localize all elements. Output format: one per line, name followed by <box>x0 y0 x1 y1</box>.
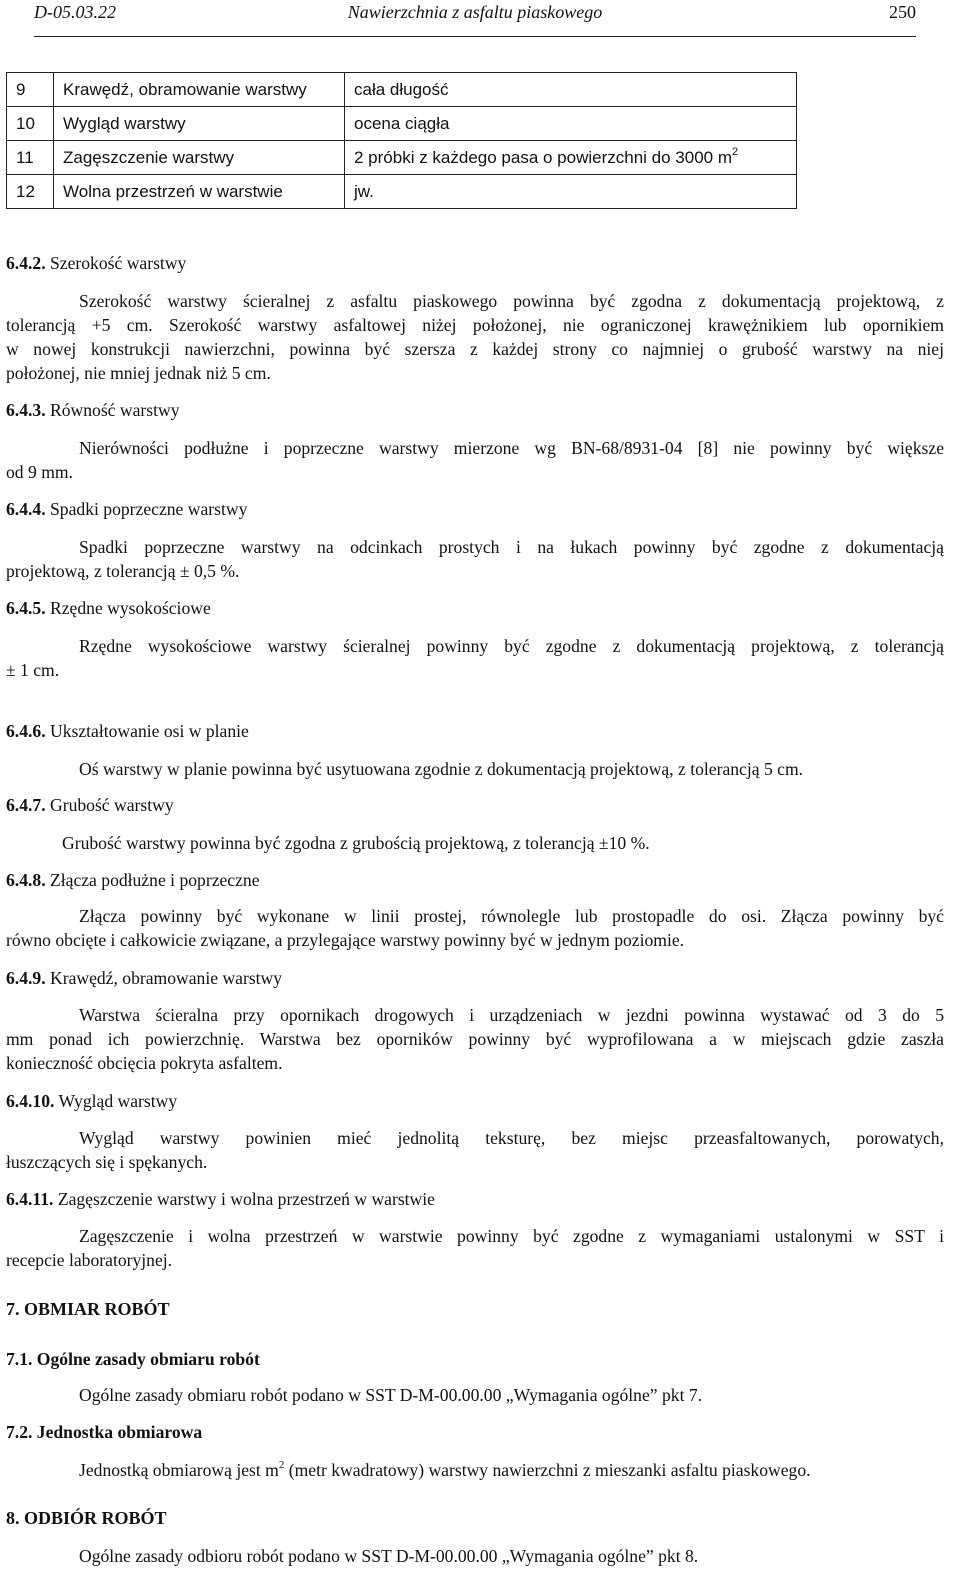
section-heading <box>6 870 260 890</box>
section-title: Rzędne wysokościowe <box>50 598 211 618</box>
paragraph-line: Grubość warstwy powinna być zgodna z grubością projektową, z tolerancją ±10 %. <box>62 833 650 853</box>
section-number: 6.4.2. <box>6 253 46 273</box>
chapter-heading: 8. ODBIÓR ROBÓT <box>6 1508 167 1528</box>
section-heading <box>6 968 282 988</box>
paragraph-line: Nierówności podłużne i poprzeczne warstwy mierzone wg BN-68/8931-04 [8] nie powinny być większe <box>79 438 944 458</box>
paragraph-text: Jednostką obmiarową jest m <box>79 1460 279 1480</box>
paragraph-line: mm ponad ich powierzchnię. Warstwa bez oporników powinny być wyprofilowana a w miejscach gdzie zaszła <box>6 1029 944 1049</box>
paragraph-line: ± 1 cm. <box>6 660 60 680</box>
row-value <box>345 175 797 209</box>
paragraph-line: Ogólne zasady odbioru robót podano w SST D-M-00.00.00 „Wymagania ogólne” pkt 8. <box>79 1546 699 1566</box>
section-title: Krawędź, obramowanie warstwy <box>50 968 283 988</box>
document-code: D-05.03.22 <box>34 2 116 22</box>
paragraph-line: w nowej konstrukcji nawierzchni, powinna być szersza z każdej strony co najmniej o grubość warstwy na niej <box>6 339 944 359</box>
section-heading <box>6 598 211 618</box>
section-title: Wygląd warstwy <box>58 1091 178 1111</box>
row-value <box>345 107 797 141</box>
section-heading <box>6 499 247 519</box>
table-row <box>7 141 797 175</box>
paragraph-line: Rzędne wysokościowe warstwy ścieralnej powinny być zgodne z dokumentacją projektową, z tolerancją <box>79 636 944 656</box>
paragraph-line: Zagęszczenie i wolna przestrzeń w warstwie powinny być zgodne z wymaganiami ustalonymi w SST i <box>79 1226 944 1246</box>
section-heading <box>6 1189 435 1209</box>
paragraph-line: Oś warstwy w planie powinna być usytuowana zgodnie z dokumentacją projektową, z tolerancją 5 cm. <box>79 759 804 779</box>
section-title: Spadki poprzeczne warstwy <box>50 499 248 519</box>
row-value <box>345 141 797 175</box>
section-heading: 7.1. Ogólne zasady obmiaru robót <box>6 1349 260 1369</box>
table-row <box>7 73 797 107</box>
row-name: Wolna przestrzeń w warstwie <box>54 175 345 209</box>
row-number: 12 <box>7 175 54 209</box>
section-number: 6.4.5. <box>6 598 46 618</box>
paragraph-line: Ogólne zasady obmiaru robót podano w SST D-M-00.00.00 „Wymagania ogólne” pkt 7. <box>79 1385 703 1405</box>
section-title: Szerokość warstwy <box>50 253 187 273</box>
paragraph-line: Złącza powinny być wykonane w linii prostej, równolegle lub prostopadle do osi. Złącza powinny być <box>79 906 944 926</box>
row-value-text: ocena ciągła <box>354 113 450 133</box>
row-name: Krawędź, obramowanie warstwy <box>54 73 345 107</box>
section-number: 6.4.8. <box>6 870 46 890</box>
section-heading <box>6 1091 177 1111</box>
section-number: 6.4.11. <box>6 1189 54 1209</box>
page-number: 250 <box>889 2 916 22</box>
row-number: 9 <box>7 73 54 107</box>
paragraph-line: projektową, z tolerancją ± 0,5 %. <box>6 561 240 581</box>
row-value-text: jw. <box>354 181 374 201</box>
paragraph-line <box>79 1460 811 1480</box>
paragraph-line: położonej, nie mniej jednak niż 5 cm. <box>6 363 271 383</box>
control-table <box>6 72 797 209</box>
paragraph-line: Wygląd warstwy powinien mieć jednolitą teksturę, bez miejsc przeasfaltowanych, porowatych, <box>79 1128 944 1148</box>
section-title: Zagęszczenie warstwy i wolna przestrzeń w warstwie <box>57 1189 435 1209</box>
chapter-heading: 7. OBMIAR ROBÓT <box>6 1299 170 1319</box>
paragraph-line: tolerancją +5 cm. Szerokość warstwy asfaltowej niżej położonej, nie ograniczonej krawężnikiem lub opornikiem <box>6 315 944 335</box>
row-number: 11 <box>7 141 54 175</box>
row-name: Wygląd warstwy <box>54 107 345 141</box>
paragraph-line: konieczność obcięcia pokryta asfaltem. <box>6 1053 283 1073</box>
section-heading <box>6 795 174 815</box>
section-title: Złącza podłużne i poprzeczne <box>50 870 260 890</box>
section-heading <box>6 400 180 420</box>
section-heading <box>6 253 186 273</box>
paragraph-line: od 9 mm. <box>6 462 73 482</box>
table-row <box>7 175 797 209</box>
superscript: 2 <box>278 1459 285 1471</box>
paragraph-line: Warstwa ścieralna przy opornikach drogowych i urządzeniach w jezdni powinna wystawać od 3 do 5 <box>79 1005 944 1025</box>
row-value-text: 2 próbki z każdego pasa o powierzchni do 3000 m <box>354 147 733 167</box>
section-heading <box>6 721 249 741</box>
document-title: Nawierzchnia z asfaltu piaskowego <box>347 2 603 22</box>
page-header <box>34 0 916 37</box>
section-title: Grubość warstwy <box>50 795 174 815</box>
superscript: 2 <box>732 145 739 158</box>
section-number: 6.4.6. <box>6 721 46 741</box>
section-number: 6.4.3. <box>6 400 46 420</box>
paragraph-line: Spadki poprzeczne warstwy na odcinkach prostych i na łukach powinny być zgodne z dokumentacją <box>79 537 944 557</box>
section-number: 6.4.7. <box>6 795 46 815</box>
row-value-text: cała długość <box>354 79 449 99</box>
row-name: Zagęszczenie warstwy <box>54 141 345 175</box>
paragraph-line: łuszczących się i spękanych. <box>6 1152 208 1172</box>
paragraph-line: recepcie laboratoryjnej. <box>6 1250 173 1270</box>
section-heading: 7.2. Jednostka obmiarowa <box>6 1422 203 1442</box>
section-number: 6.4.4. <box>6 499 46 519</box>
section-number: 6.4.9. <box>6 968 46 988</box>
section-number: 6.4.10. <box>6 1091 55 1111</box>
paragraph-text: (metr kwadratowy) warstwy nawierzchni z mieszanki asfaltu piaskowego. <box>284 1460 811 1480</box>
section-title: Ukształtowanie osi w planie <box>50 721 249 741</box>
row-number: 10 <box>7 107 54 141</box>
paragraph-line: równo obcięte i całkowicie związane, a przylegające warstwy powinny być w jednym poziomie. <box>6 930 685 950</box>
section-title: Równość warstwy <box>50 400 180 420</box>
row-value <box>345 73 797 107</box>
paragraph-line: Szerokość warstwy ścieralnej z asfaltu piaskowego powinna być zgodna z dokumentacją projektową, z <box>79 291 944 311</box>
table-row <box>7 107 797 141</box>
